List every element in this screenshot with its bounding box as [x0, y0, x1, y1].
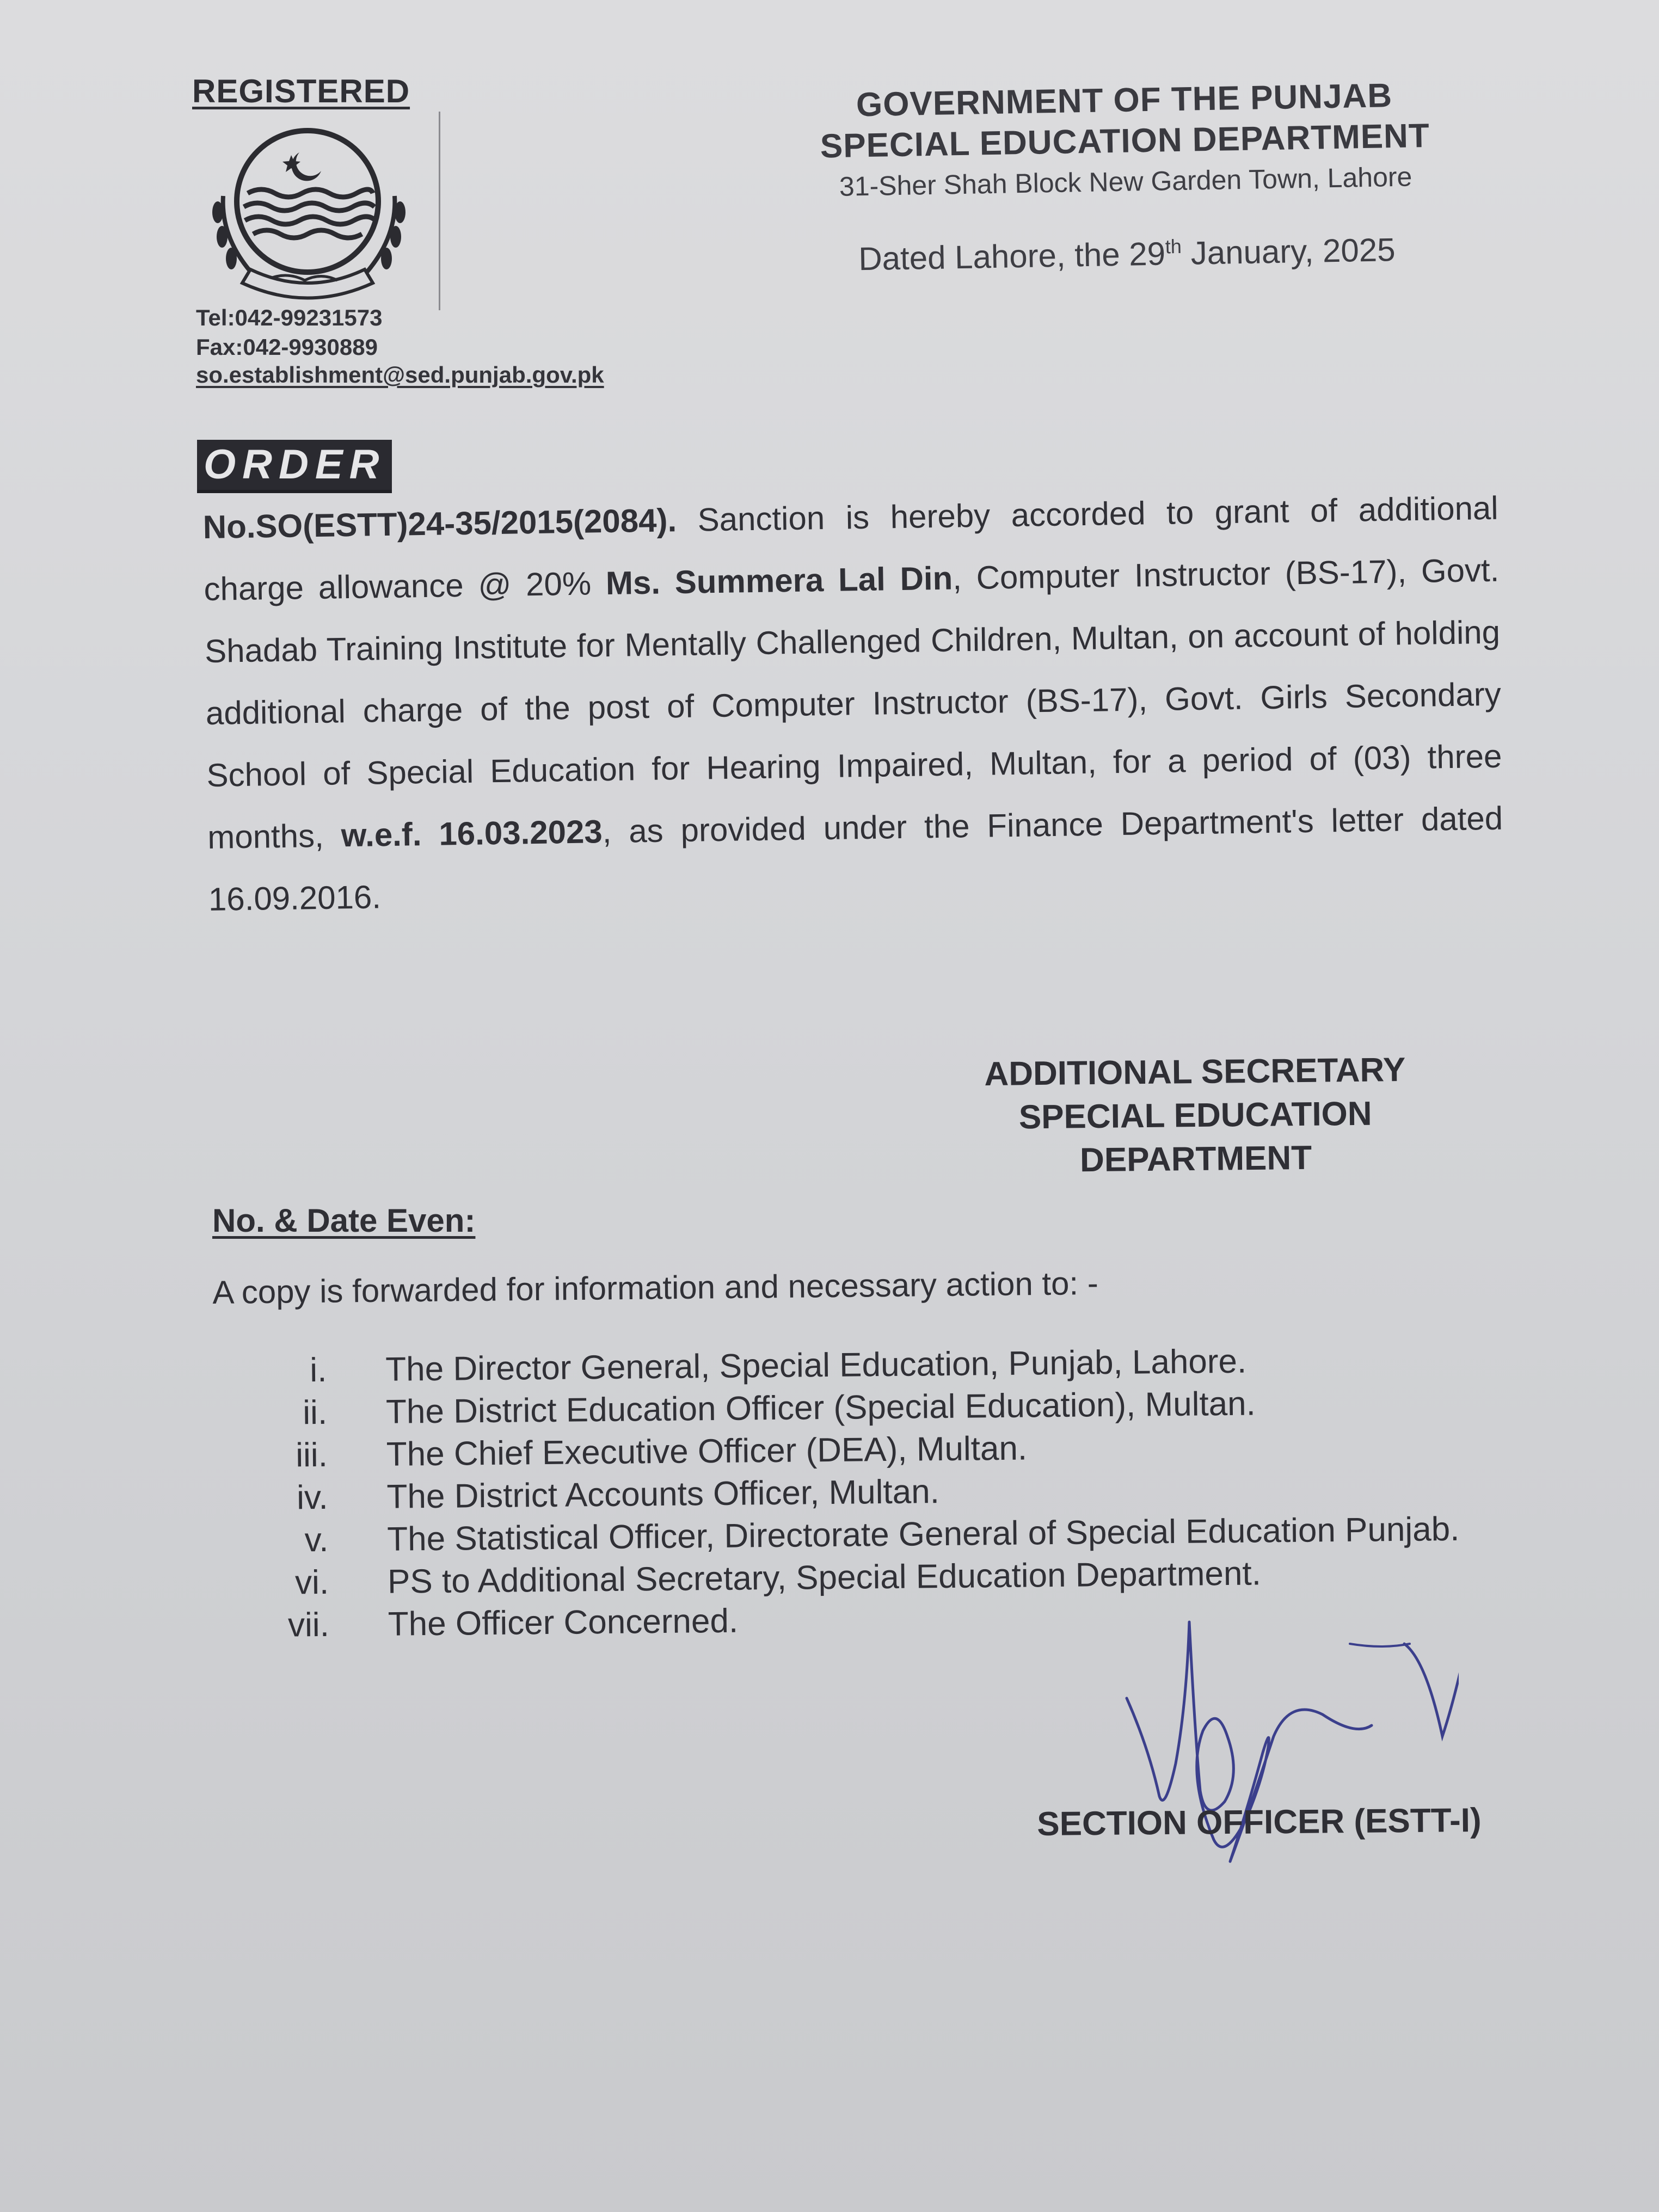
department-header: [773, 75, 1478, 279]
signatory-line-3: DEPARTMENT: [1079, 1139, 1312, 1179]
letterhead-divider: [439, 112, 440, 310]
list-item-number: vii.: [287, 1606, 330, 1644]
date-ordinal: th: [1165, 235, 1182, 258]
order-text-3: , as provided under the Finance Department's letter dated 16.09.2016.: [208, 800, 1503, 918]
list-item-number: ii.: [303, 1393, 328, 1432]
department-address: 31-Sher Shah Block New Garden Town, Lahore: [839, 161, 1412, 202]
list-item-number: iii.: [295, 1436, 328, 1474]
telephone-number: Tel:042-99231573: [196, 305, 383, 330]
order-text-2: , Computer Instructor (BS-17), Govt. Shadab Training Institute for Mentally Challenged Children, Multan, on account of holding additional charge of the post of Computer Instructor (BS-17), Govt. Girls Secondary School of Special Education for Hearing Impaired, Multan, for a period of (03) three months,: [204, 551, 1502, 856]
department-title: SPECIAL EDUCATION DEPARTMENT: [820, 116, 1430, 165]
list-item-number: iv.: [296, 1478, 328, 1517]
list-item-text: PS to Additional Secretary, Special Education Department.: [387, 1554, 1262, 1601]
order-paragraph: [202, 477, 1504, 931]
signatory-line-1: ADDITIONAL SECRETARY: [984, 1050, 1406, 1093]
copy-forwarded-intro: A copy is forwarded for information and necessary action to: -: [212, 1264, 1099, 1311]
additional-secretary-signatory: [936, 1048, 1454, 1184]
list-item-text: The Chief Executive Officer (DEA), Multan.: [386, 1429, 1028, 1473]
list-item-number: i.: [310, 1351, 327, 1390]
government-title: GOVERNMENT OF THE PUNJAB: [856, 77, 1393, 124]
order-number: No.SO(ESTT)24-35/2015(2084).: [202, 502, 677, 545]
list-item-text: The District Education Officer (Special Education), Multan.: [385, 1385, 1256, 1431]
date-suffix: January, 2025: [1181, 231, 1396, 272]
email-address[interactable]: so.establishment@sed.punjab.gov.pk: [196, 362, 604, 388]
list-item-number: v.: [304, 1521, 329, 1559]
distribution-list: [261, 1338, 1516, 1647]
order-text-1: Sanction is hereby accorded to grant of additional charge allowance @ 20%: [204, 489, 1499, 607]
list-item-text: The District Accounts Officer, Multan.: [386, 1473, 940, 1516]
list-item-number: vi.: [294, 1563, 329, 1602]
dated-line: [776, 229, 1478, 279]
list-item-text: The Officer Concerned.: [388, 1602, 739, 1643]
order-heading: ORDER: [197, 440, 392, 493]
date-prefix: Dated Lahore, the 29: [858, 235, 1166, 278]
punjab-government-emblem-icon: [201, 125, 430, 305]
employee-name: Ms. Summera Lal Din: [605, 560, 953, 602]
signatory-line-2: SPECIAL EDUCATION: [1018, 1095, 1372, 1136]
even-number-heading: No. & Date Even:: [212, 1202, 476, 1239]
effective-date: w.e.f. 16.03.2023: [341, 813, 603, 854]
fax-number: Fax:042-9930889: [196, 334, 378, 360]
list-item-text: The Director General, Special Education, Punjab, Lahore.: [385, 1342, 1247, 1388]
registered-label: REGISTERED: [192, 73, 410, 109]
list-item-text: The Statistical Officer, Directorate General of Special Education Punjab.: [387, 1510, 1460, 1558]
section-officer-signatory: SECTION OFFICER (ESTT-I): [1037, 1801, 1482, 1843]
